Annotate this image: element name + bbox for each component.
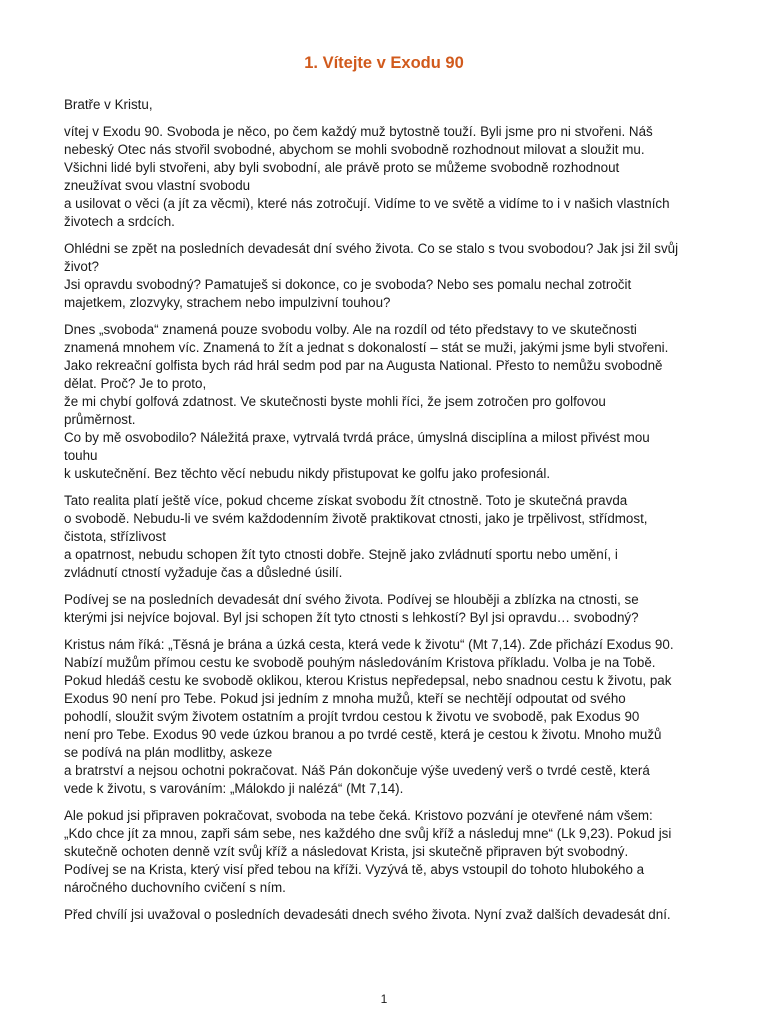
paragraph — [64, 123, 720, 231]
paragraph-gap — [64, 312, 720, 321]
text-line: Podívej se na posledních devadesát dní svého života. Podívej se hlouběji a zblízka na ctnosti, se — [64, 592, 639, 607]
paragraph — [64, 591, 720, 627]
paragraph — [64, 636, 720, 798]
paragraph-gap — [64, 483, 720, 492]
text-line: Všichni lidé byli stvořeni, aby byli svobodní, ale právě proto se můžeme svobodně rozhodnout — [64, 160, 620, 175]
text-line: Kristus nám říká: „Těsná je brána a úzká cesta, která vede k životu“ (Mt 7,14). Zde přichází Exodus 90. — [64, 637, 674, 652]
text-line: čistota, střízlivost — [64, 529, 166, 544]
text-line: kterými jsi nejvíce bojoval. Byl jsi schopen žít tyto ctnosti s lehkostí? Byl jsi opravdu… svobodný? — [64, 610, 639, 625]
text-line: se podívá na plán modlitby, askeze — [64, 745, 273, 760]
paragraph-gap — [64, 231, 720, 240]
text-line: o svobodě. Nebudu-li ve svém každodenním životě praktikovat ctnosti, jako je trpělivost, střídmost, — [64, 511, 648, 526]
text-line: skutečně ochoten denně vzít svůj kříž a následovat Krista, jsi skutečně připraven být svobodný. — [64, 844, 629, 859]
text-line: pohodlí, sloužit svým životem ostatním a projít tvrdou cestou k životu ve svobodě, pak Exodus 90 — [64, 709, 640, 724]
text-line: „Kdo chce jít za mnou, zapři sám sebe, nes každého dne svůj kříž a následuj mne“ (Lk 9,23). Pokud jsi — [64, 826, 672, 841]
text-line: Bratře v Kristu, — [64, 97, 153, 112]
text-line: touhu — [64, 448, 98, 463]
text-line: a usilovat o věci (a jít za věcmi), které nás zotročují. Vidíme to ve světě a vidíme to i v našich vlastních — [64, 196, 670, 211]
text-line: k uskutečnění. Bez těchto věcí nebudu nikdy přistupovat ke golfu jako profesionál. — [64, 466, 551, 481]
paragraph-gap — [64, 114, 720, 123]
text-line: Podívej se na Krista, který visí před tebou na kříži. Vyzývá tě, abys vstoupil do tohoto hlubokého a — [64, 862, 645, 877]
paragraph — [64, 321, 720, 483]
text-line: vítej v Exodu 90. Svoboda je něco, po čem každý muž bytostně touží. Byli jsme pro ni stvořeni. Náš — [64, 124, 653, 139]
text-line: majetkem, zlozvyky, strachem nebo impulzivní touhou? — [64, 295, 391, 310]
document-body — [64, 96, 720, 924]
paragraph — [64, 492, 720, 582]
text-line: Co by mě osvobodilo? Náležitá praxe, vytrvalá tvrdá práce, úmyslná disciplína a milost přivést mou — [64, 430, 650, 445]
text-line: Nabízí mužům přímou cestu ke svobodě pouhým následováním Kristova příkladu. Volba je na Tobě. — [64, 655, 656, 670]
text-line: Pokud hledáš cestu ke svobodě oklikou, kterou Kristus nepředepsal, nebo snadnou cestu k životu, pak — [64, 673, 672, 688]
text-line: zvládnutí ctností vyžaduje čas a důsledné úsilí. — [64, 565, 343, 580]
text-line: zneužívat svou vlastní svobodu — [64, 178, 251, 193]
text-line: Ale pokud jsi připraven pokračovat, svoboda na tebe čeká. Kristovo pozvání je otevřené nám všem: — [64, 808, 653, 823]
text-line: není pro Tebe. Exodus 90 vede úzkou branou a po tvrdé cestě, která je cestou k životu. Mnoho mužů — [64, 727, 662, 742]
paragraph — [64, 906, 720, 924]
paragraph-gap — [64, 582, 720, 591]
text-line: život? — [64, 259, 99, 274]
text-line: a bratrství a nejsou ochotni pokračovat. Náš Pán dokončuje výše uvedený verš o tvrdé cestě, která — [64, 763, 650, 778]
paragraph — [64, 807, 720, 897]
paragraph-gap — [64, 798, 720, 807]
text-line: Jako rekreační golfista bych rád hrál sedm pod par na Augusta National. Přesto to nemůžu svobodně — [64, 358, 663, 373]
text-line: životech a srdcích. — [64, 214, 175, 229]
text-line: Před chvílí jsi uvažoval o posledních devadesáti dnech svého života. Nyní zvaž dalších devadesát dní. — [64, 907, 671, 922]
text-line: Dnes „svoboda“ znamená pouze svobodu volby. Ale na rozdíl od této představy to ve skutečnosti — [64, 322, 637, 337]
text-line: průměrnost. — [64, 412, 136, 427]
paragraph — [64, 240, 720, 312]
text-line: znamená mnohem víc. Znamená to žít a jednat s dokonalostí – stát se muži, jakými jsme byli stvořeni. — [64, 340, 669, 355]
paragraph-gap — [64, 897, 720, 906]
paragraph — [64, 96, 720, 114]
text-line: Jsi opravdu svobodný? Pamatuješ si dokonce, co je svoboda? Nebo ses pomalu nechal zotročit — [64, 277, 632, 292]
text-line: náročného duchovního cvičení s ním. — [64, 880, 286, 895]
text-line: dělat. Proč? Je to proto, — [64, 376, 207, 391]
text-line: a opatrnost, nebudu schopen žít tyto ctnosti dobře. Stejně jako zvládnutí sportu nebo umění, i — [64, 547, 618, 562]
text-line: nebeský Otec nás stvořil svobodné, abychom se mohli svobodně rozhodnout milovat a sloužit mu. — [64, 142, 645, 157]
paragraph-gap — [64, 627, 720, 636]
text-line: Exodus 90 není pro Tebe. Pokud jsi jedním z mnoha mužů, kteří se nechtějí odpoutat od svého — [64, 691, 626, 706]
text-line: že mi chybí golfová zdatnost. Ve skutečnosti byste mohli říci, že jsem zotročen pro golfovou — [64, 394, 606, 409]
text-line: Tato realita platí ještě více, pokud chceme získat svobodu žít ctnostně. Toto je skutečná pravda — [64, 493, 628, 508]
text-line: Ohlédni se zpět na posledních devadesát dní svého života. Co se stalo s tvou svobodou? Jak jsi žil svůj — [64, 241, 679, 256]
page-number: 1 — [380, 992, 388, 1006]
text-line: vede k životu, s varováním: „Málokdo ji nalézá“ (Mt 7,14). — [64, 781, 404, 796]
page-title: 1. Vítejte v Exodu 90 — [304, 54, 464, 72]
